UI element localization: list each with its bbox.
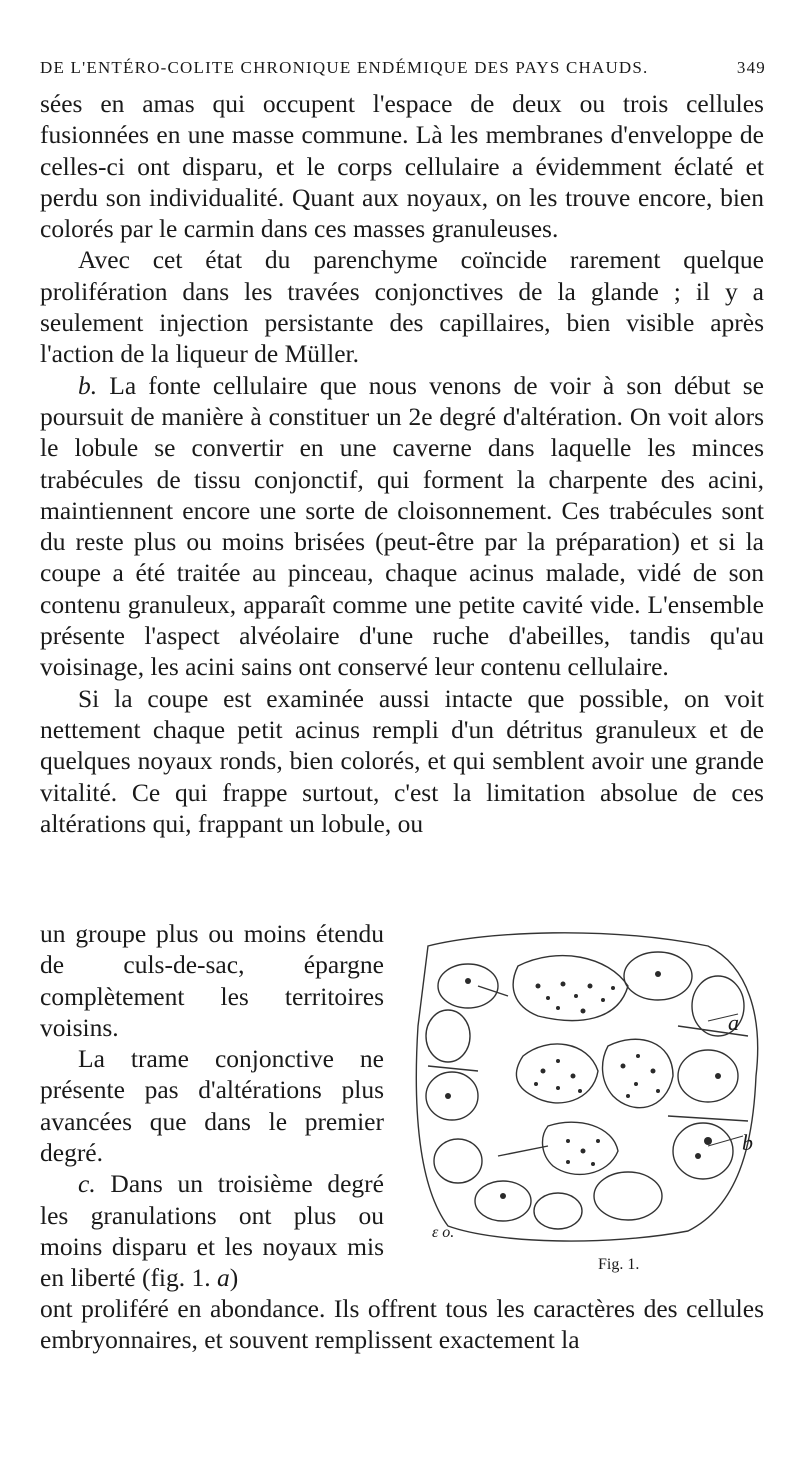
figure-caption: Fig. 1. [598, 1256, 640, 1273]
running-title: DE L'ENTÉRO-COLITE CHRONIQUE ENDÉMIQUE DES PAYS CHAUDS. [40, 58, 649, 77]
paragraph-4: Si la coupe est examinée aussi intacte que possible, on voit nettement chaque petit acinus rempli d'un détritus granuleux et de quelques noyaux ronds, bien colorés, et qui semblent avoir une grande vitalité. Ce qui frappe surtout, c'est la limitation absolue de ces altérations qui, frappant un lobule, ou [40, 683, 764, 838]
paragraph-6-continued: ont proliféré en abondance. Ils offrent tous les caractères des cellules embryonnaires, et souvent remplissent exactement la [40, 1294, 764, 1355]
figure-label-b: b [742, 1130, 753, 1155]
paragraph-3-text: La fonte cellulaire que nous venons de voir à son début se poursuit de manière à constituer un 2e degré d'altération. On voit alors le lobule se convertir en une caverne dans laquelle les minces trabécules de tissu conjonctif, qui forment la charpente des acini, maintiennent encore une sorte de cloisonnement. Ces trabécules sont du reste plus ou moins brisées (peut-être par la préparation) et si la coupe a été traitée au pinceau, chaque acinus malade, vidé de son contenu granuleux, apparaît comme une petite cavité vide. L'ensemble présente l'aspect alvéolaire d'une ruche d'abeilles, tandis qu'au voisinage, les acini sains ont conservé leur contenu cellulaire. [40, 370, 764, 682]
section-marker-c: c. [78, 1169, 96, 1199]
paragraph-5: La trame conjonctive ne présente pas d'altérations plus avancées que dans le premier degré. [40, 1044, 384, 1168]
tail-text [40, 1293, 764, 1356]
running-header [40, 58, 766, 78]
paragraph-6-end: ) [229, 1263, 239, 1293]
paragraph-2: Avec cet état du parenchyme coïncide rarement quelque prolifération dans les travées conjonctives de la glande ; il y a seulement injection persistante des capillaires, bien visible après l'action de la liqueur de Müller. [40, 245, 764, 369]
paragraph-4-continued: un groupe plus ou moins étendu de culs-de-sac, épargne complètement les territoires voisins. [40, 919, 384, 1042]
main-text [40, 88, 764, 839]
section-marker-b: b. [78, 370, 98, 400]
figure-ref-a: a [217, 1263, 230, 1293]
paragraph-3 [40, 370, 764, 683]
figure-label-eo: ε o. [432, 1224, 455, 1241]
narrow-column [40, 918, 384, 1294]
figure-label-a: a [728, 1010, 739, 1035]
paragraph-1: sées en amas qui occupent l'espace de deux ou trois cellules fusionnées en une masse commune. Là les membranes d'enveloppe de celles-ci ont disparu, et le corps cellulaire a évidemment éclaté et perdu son individualité. Quant aux noyaux, on les trouve encore, bien colorés par le carmin dans ces masses granuleuses. [40, 89, 764, 244]
paragraph-6-text: Dans un troisième degré les granulations ont plus ou moins disparu et les noyaux mis en liberté (fig. 1. [40, 1169, 384, 1293]
page-number: 349 [736, 58, 766, 77]
paragraph-6 [40, 1168, 384, 1293]
histology-figure [408, 926, 768, 1256]
